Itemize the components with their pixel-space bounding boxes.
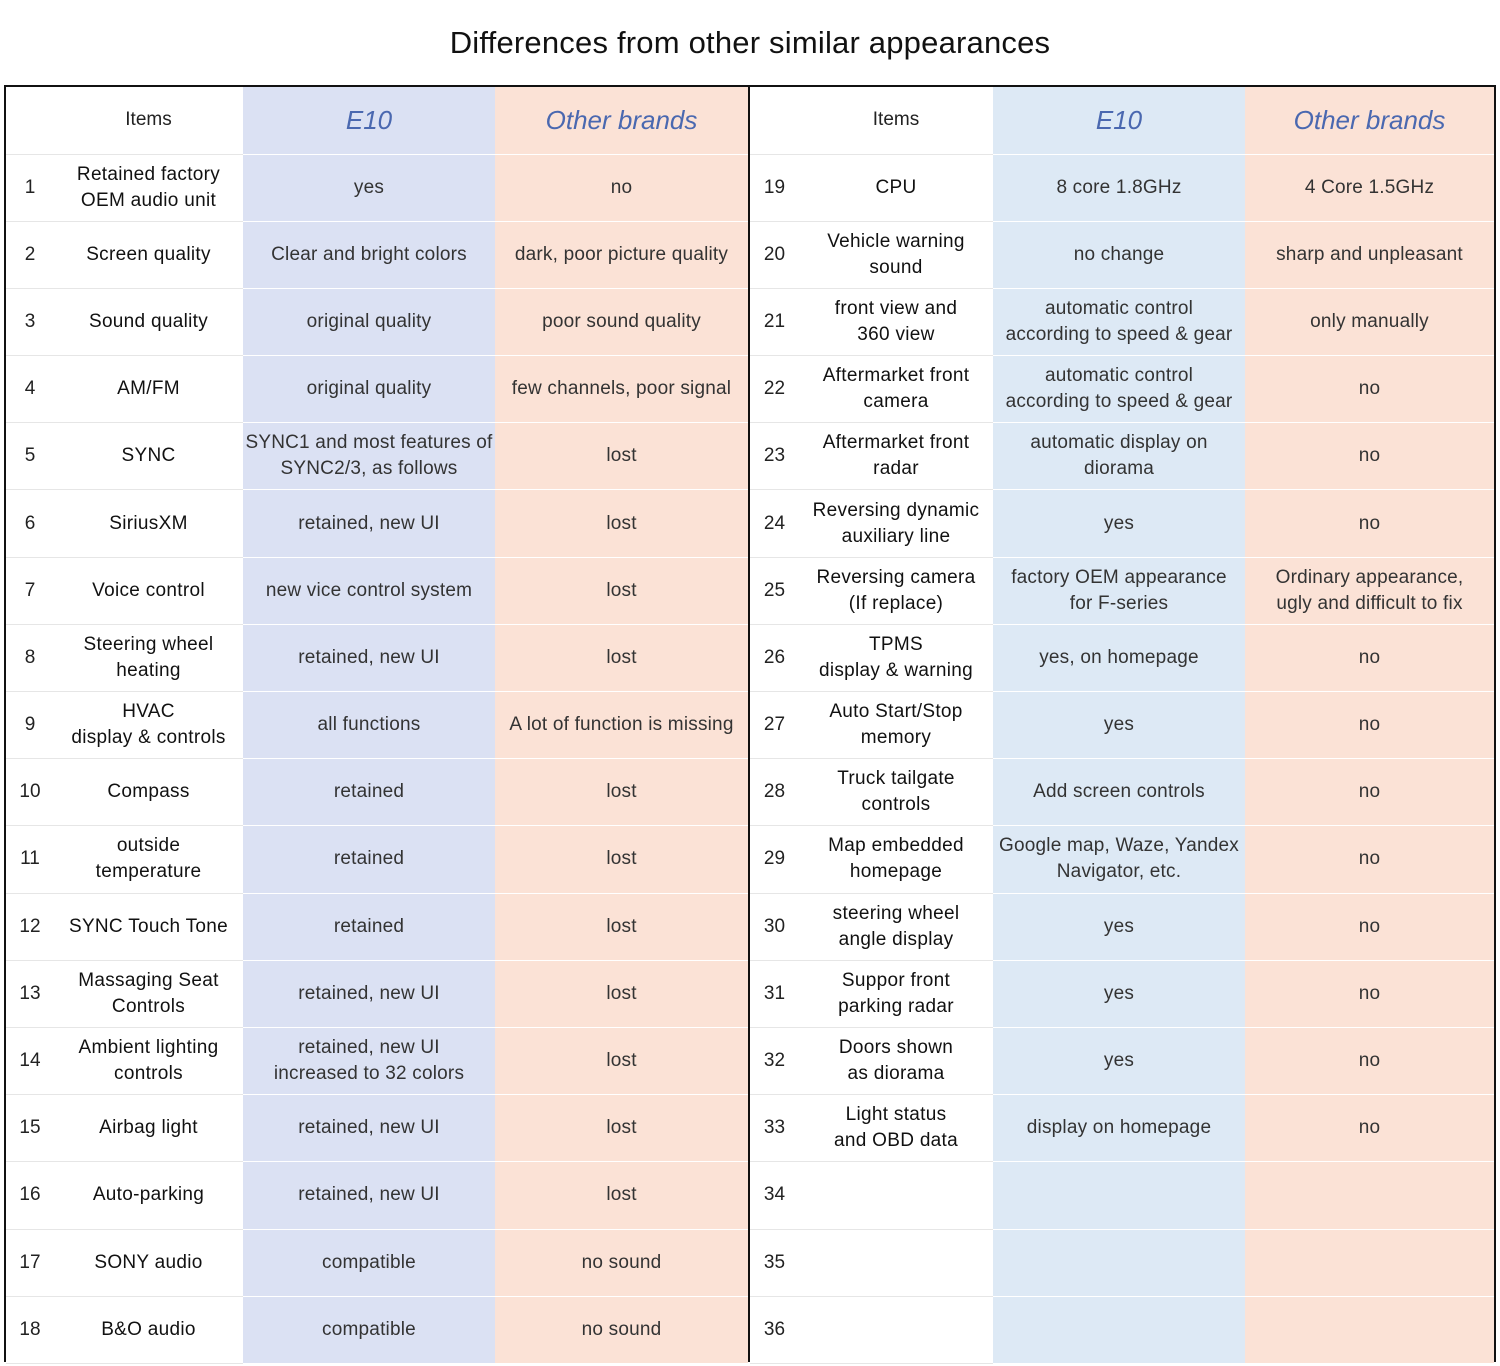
table-row bbox=[6, 692, 748, 759]
e10-value: retained bbox=[243, 759, 495, 826]
other-brands-value: lost bbox=[495, 960, 748, 1027]
other-brands-value: few channels, poor signal bbox=[495, 356, 748, 423]
row-number: 19 bbox=[750, 154, 799, 221]
table-row bbox=[6, 1296, 748, 1363]
row-number: 13 bbox=[6, 960, 54, 1027]
table-row bbox=[6, 490, 748, 557]
table-row bbox=[6, 1095, 748, 1162]
row-number: 33 bbox=[750, 1095, 799, 1162]
item-name: Auto Start/Stop memory bbox=[799, 692, 993, 759]
table-row bbox=[750, 759, 1494, 826]
item-name: Reversing dynamic auxiliary line bbox=[799, 490, 993, 557]
other-brands-value: no bbox=[1245, 624, 1494, 691]
e10-value: retained bbox=[243, 826, 495, 893]
item-name: Doors shown as diorama bbox=[799, 1027, 993, 1094]
other-brands-value: lost bbox=[495, 759, 748, 826]
row-number: 27 bbox=[750, 692, 799, 759]
other-brands-value: lost bbox=[495, 490, 748, 557]
e10-header: E10 bbox=[993, 87, 1245, 154]
other-brands-value: no bbox=[1245, 893, 1494, 960]
e10-value bbox=[993, 1296, 1245, 1363]
table-row bbox=[750, 893, 1494, 960]
number-header bbox=[750, 87, 799, 154]
item-name: SYNC Touch Tone bbox=[54, 893, 243, 960]
table-row bbox=[750, 1229, 1494, 1296]
row-number: 28 bbox=[750, 759, 799, 826]
item-name: SYNC bbox=[54, 423, 243, 490]
other-brands-value: lost bbox=[495, 624, 748, 691]
e10-value: automatic display on diorama bbox=[993, 423, 1245, 490]
item-name: outside temperature bbox=[54, 826, 243, 893]
e10-value: no change bbox=[993, 221, 1245, 288]
other-brands-value: no bbox=[1245, 490, 1494, 557]
table-row bbox=[6, 356, 748, 423]
row-number: 5 bbox=[6, 423, 54, 490]
e10-header: E10 bbox=[243, 87, 495, 154]
table-row bbox=[6, 423, 748, 490]
e10-value: all functions bbox=[243, 692, 495, 759]
item-name: Truck tailgate controls bbox=[799, 759, 993, 826]
table-row bbox=[750, 960, 1494, 1027]
e10-value: automatic control according to speed & gear bbox=[993, 288, 1245, 355]
e10-value: compatible bbox=[243, 1296, 495, 1363]
e10-value: original quality bbox=[243, 288, 495, 355]
item-name: Massaging Seat Controls bbox=[54, 960, 243, 1027]
item-name: front view and 360 view bbox=[799, 288, 993, 355]
row-number: 8 bbox=[6, 624, 54, 691]
e10-value: Add screen controls bbox=[993, 759, 1245, 826]
other-brands-value: no bbox=[1245, 1027, 1494, 1094]
other-brands-value: no bbox=[495, 154, 748, 221]
table-row bbox=[6, 557, 748, 624]
table-row bbox=[750, 154, 1494, 221]
other-brands-header: Other brands bbox=[1245, 87, 1494, 154]
e10-value: SYNC1 and most features of SYNC2/3, as follows bbox=[243, 423, 495, 490]
e10-value: retained, new UI bbox=[243, 1095, 495, 1162]
row-number: 15 bbox=[6, 1095, 54, 1162]
table-row bbox=[6, 759, 748, 826]
other-brands-value: lost bbox=[495, 1095, 748, 1162]
page-title: Differences from other similar appearances bbox=[449, 24, 1051, 60]
header-row bbox=[750, 87, 1494, 154]
row-number: 18 bbox=[6, 1296, 54, 1363]
item-name: Voice control bbox=[54, 557, 243, 624]
e10-value: retained, new UI increased to 32 colors bbox=[243, 1027, 495, 1094]
other-brands-value: dark, poor picture quality bbox=[495, 221, 748, 288]
other-brands-value: lost bbox=[495, 1027, 748, 1094]
table-row bbox=[750, 826, 1494, 893]
row-number: 10 bbox=[6, 759, 54, 826]
right-comparison-table bbox=[750, 87, 1494, 1364]
item-name bbox=[799, 1162, 993, 1229]
other-brands-value: no bbox=[1245, 759, 1494, 826]
e10-value: Google map, Waze, Yandex Navigator, etc. bbox=[993, 826, 1245, 893]
row-number: 6 bbox=[6, 490, 54, 557]
row-number: 31 bbox=[750, 960, 799, 1027]
table-row bbox=[750, 692, 1494, 759]
table-row bbox=[6, 1229, 748, 1296]
right-table-section bbox=[748, 87, 1494, 1360]
e10-value: retained bbox=[243, 893, 495, 960]
table-row bbox=[6, 893, 748, 960]
table-row bbox=[6, 826, 748, 893]
e10-value: automatic control according to speed & gear bbox=[993, 356, 1245, 423]
other-brands-value: lost bbox=[495, 826, 748, 893]
row-number: 29 bbox=[750, 826, 799, 893]
row-number: 22 bbox=[750, 356, 799, 423]
items-header: Items bbox=[799, 87, 993, 154]
row-number: 32 bbox=[750, 1027, 799, 1094]
e10-value: retained, new UI bbox=[243, 624, 495, 691]
table-row bbox=[750, 288, 1494, 355]
e10-value: factory OEM appearance for F-series bbox=[993, 557, 1245, 624]
item-name: Airbag light bbox=[54, 1095, 243, 1162]
other-brands-value: no sound bbox=[495, 1229, 748, 1296]
table-row bbox=[6, 154, 748, 221]
e10-value: retained, new UI bbox=[243, 490, 495, 557]
row-number: 35 bbox=[750, 1229, 799, 1296]
item-name: Auto-parking bbox=[54, 1162, 243, 1229]
table-row bbox=[6, 1162, 748, 1229]
e10-value: 8 core 1.8GHz bbox=[993, 154, 1245, 221]
other-brands-value: 4 Core 1.5GHz bbox=[1245, 154, 1494, 221]
item-name: Vehicle warning sound bbox=[799, 221, 993, 288]
item-name: SONY audio bbox=[54, 1229, 243, 1296]
e10-value bbox=[993, 1162, 1245, 1229]
table-row bbox=[750, 1296, 1494, 1363]
table-row bbox=[6, 960, 748, 1027]
row-number: 30 bbox=[750, 893, 799, 960]
row-number: 12 bbox=[6, 893, 54, 960]
other-brands-value: no bbox=[1245, 1095, 1494, 1162]
row-number: 1 bbox=[6, 154, 54, 221]
table-row bbox=[750, 624, 1494, 691]
e10-value: yes, on homepage bbox=[993, 624, 1245, 691]
row-number: 20 bbox=[750, 221, 799, 288]
item-name: Steering wheel heating bbox=[54, 624, 243, 691]
item-name: AM/FM bbox=[54, 356, 243, 423]
e10-value: yes bbox=[243, 154, 495, 221]
item-name: Ambient lighting controls bbox=[54, 1027, 243, 1094]
row-number: 11 bbox=[6, 826, 54, 893]
title-bar bbox=[4, 0, 1496, 85]
row-number: 4 bbox=[6, 356, 54, 423]
header-row bbox=[6, 87, 748, 154]
other-brands-value: no bbox=[1245, 356, 1494, 423]
item-name: Screen quality bbox=[54, 221, 243, 288]
other-brands-value: lost bbox=[495, 893, 748, 960]
item-name: Compass bbox=[54, 759, 243, 826]
e10-value: yes bbox=[993, 490, 1245, 557]
item-name: Aftermarket front radar bbox=[799, 423, 993, 490]
items-header: Items bbox=[54, 87, 243, 154]
other-brands-value: A lot of function is missing bbox=[495, 692, 748, 759]
table-row bbox=[6, 624, 748, 691]
row-number: 23 bbox=[750, 423, 799, 490]
other-brands-value: no bbox=[1245, 423, 1494, 490]
other-brands-value bbox=[1245, 1229, 1494, 1296]
item-name: Aftermarket front camera bbox=[799, 356, 993, 423]
item-name: Sound quality bbox=[54, 288, 243, 355]
right-table-body bbox=[750, 154, 1494, 1363]
other-brands-value: only manually bbox=[1245, 288, 1494, 355]
e10-value: yes bbox=[993, 960, 1245, 1027]
item-name: steering wheel angle display bbox=[799, 893, 993, 960]
item-name: Map embedded homepage bbox=[799, 826, 993, 893]
e10-value: new vice control system bbox=[243, 557, 495, 624]
e10-value bbox=[993, 1229, 1245, 1296]
row-number: 24 bbox=[750, 490, 799, 557]
table-row bbox=[750, 423, 1494, 490]
other-brands-value: no bbox=[1245, 692, 1494, 759]
e10-value: display on homepage bbox=[993, 1095, 1245, 1162]
item-name: SiriusXM bbox=[54, 490, 243, 557]
row-number: 25 bbox=[750, 557, 799, 624]
other-brands-value bbox=[1245, 1162, 1494, 1229]
row-number: 16 bbox=[6, 1162, 54, 1229]
e10-value: compatible bbox=[243, 1229, 495, 1296]
row-number: 3 bbox=[6, 288, 54, 355]
item-name: B&O audio bbox=[54, 1296, 243, 1363]
comparison-table-frame bbox=[4, 85, 1496, 1362]
e10-value: Clear and bright colors bbox=[243, 221, 495, 288]
row-number: 17 bbox=[6, 1229, 54, 1296]
table-row bbox=[750, 557, 1494, 624]
other-brands-value: Ordinary appearance, ugly and difficult to fix bbox=[1245, 557, 1494, 624]
other-brands-value: lost bbox=[495, 1162, 748, 1229]
item-name bbox=[799, 1296, 993, 1363]
table-row bbox=[750, 490, 1494, 557]
row-number: 26 bbox=[750, 624, 799, 691]
row-number: 7 bbox=[6, 557, 54, 624]
table-row bbox=[6, 1027, 748, 1094]
item-name bbox=[799, 1229, 993, 1296]
number-header bbox=[6, 87, 54, 154]
row-number: 14 bbox=[6, 1027, 54, 1094]
table-row bbox=[750, 1095, 1494, 1162]
item-name: TPMS display & warning bbox=[799, 624, 993, 691]
other-brands-value bbox=[1245, 1296, 1494, 1363]
left-comparison-table bbox=[6, 87, 748, 1364]
left-table-body bbox=[6, 154, 748, 1363]
left-table-section bbox=[6, 87, 748, 1360]
row-number: 21 bbox=[750, 288, 799, 355]
item-name: Light status and OBD data bbox=[799, 1095, 993, 1162]
row-number: 36 bbox=[750, 1296, 799, 1363]
e10-value: yes bbox=[993, 1027, 1245, 1094]
item-name: Retained factory OEM audio unit bbox=[54, 154, 243, 221]
row-number: 9 bbox=[6, 692, 54, 759]
e10-value: yes bbox=[993, 893, 1245, 960]
table-row bbox=[6, 288, 748, 355]
item-name: Suppor front parking radar bbox=[799, 960, 993, 1027]
other-brands-value: sharp and unpleasant bbox=[1245, 221, 1494, 288]
other-brands-value: lost bbox=[495, 423, 748, 490]
item-name: CPU bbox=[799, 154, 993, 221]
row-number: 2 bbox=[6, 221, 54, 288]
e10-value: yes bbox=[993, 692, 1245, 759]
row-number: 34 bbox=[750, 1162, 799, 1229]
other-brands-value: lost bbox=[495, 557, 748, 624]
table-row bbox=[6, 221, 748, 288]
other-brands-header: Other brands bbox=[495, 87, 748, 154]
other-brands-value: poor sound quality bbox=[495, 288, 748, 355]
table-row bbox=[750, 356, 1494, 423]
table-row bbox=[750, 221, 1494, 288]
e10-value: retained, new UI bbox=[243, 960, 495, 1027]
e10-value: original quality bbox=[243, 356, 495, 423]
item-name: HVAC display & controls bbox=[54, 692, 243, 759]
other-brands-value: no bbox=[1245, 826, 1494, 893]
item-name: Reversing camera (If replace) bbox=[799, 557, 993, 624]
table-row bbox=[750, 1027, 1494, 1094]
e10-value: retained, new UI bbox=[243, 1162, 495, 1229]
table-row bbox=[750, 1162, 1494, 1229]
other-brands-value: no sound bbox=[495, 1296, 748, 1363]
other-brands-value: no bbox=[1245, 960, 1494, 1027]
